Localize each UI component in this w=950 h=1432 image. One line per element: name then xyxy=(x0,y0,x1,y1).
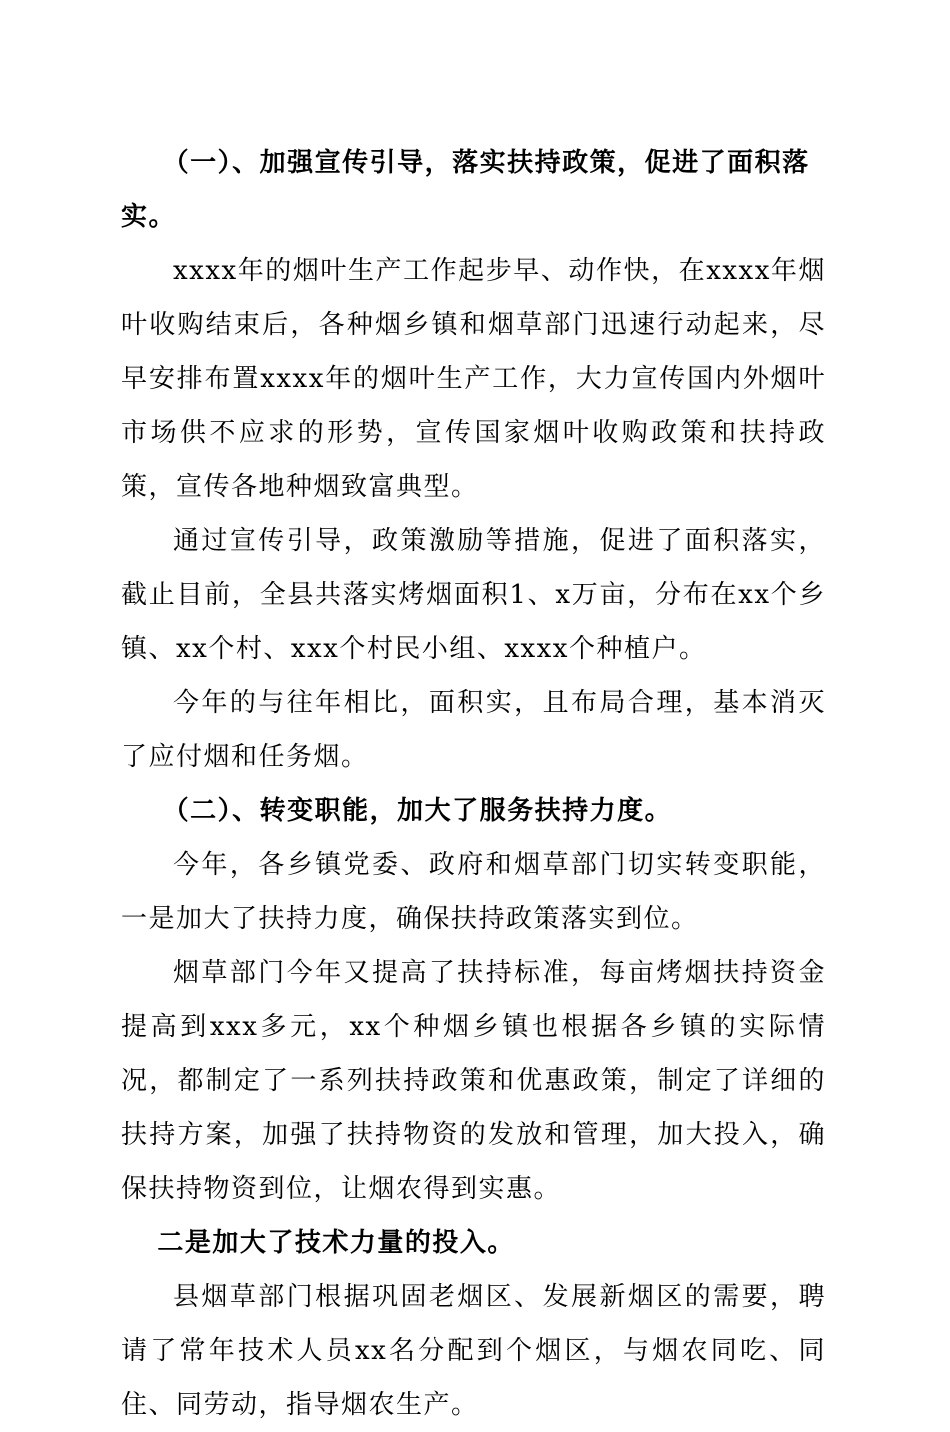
paragraph-5: 烟草部门今年又提高了扶持标准，每亩烤烟扶持资金提高到xxx多元，xx个种烟乡镇也根据各乡镇的实际情况，都制定了一系列扶持政策和优惠政策，制定了详细的扶持方案，加强了扶持物资的发放和管理，加大投入，确保扶持物资到位，让烟农得到实惠。 xyxy=(121,958,826,1204)
document-body xyxy=(121,136,826,1432)
section-heading-1: （一）、加强宣传引导，落实扶持政策，促进了面积落实。 xyxy=(121,148,810,232)
paragraph-1: xxxx年的烟叶生产工作起步早、动作快，在xxxx年烟叶收购结束后，各种烟乡镇和烟草部门迅速行动起来，尽早安排布置xxxx年的烟叶生产工作，大力宣传国内外烟叶市场供不应求的形势，宣传国家烟叶收购政策和扶持政策，宣传各地种烟致富典型。 xyxy=(121,256,826,502)
section-heading-2: （二）、转变职能，加大了服务扶持力度。 xyxy=(162,796,673,826)
paragraph-2: 通过宣传引导，政策激励等措施，促进了面积落实，截止目前，全县共落实烤烟面积1、x万亩，分布在xx个乡镇、xx个村、xxx个村民小组、xxxx个种植户。 xyxy=(121,526,826,664)
paragraph-6: 县烟草部门根据巩固老烟区、发展新烟区的需要，聘请了常年技术人员xx名分配到个烟区，与烟农同吃、同住、同劳动，指导烟农生产。 xyxy=(121,1282,826,1420)
paragraph-3: 今年的与往年相比，面积实，且布局合理，基本消灭了应付烟和任务烟。 xyxy=(121,688,826,772)
paragraph-4: 今年，各乡镇党委、政府和烟草部门切实转变职能，一是加大了扶持力度，确保扶持政策落实到位。 xyxy=(121,850,826,934)
section-heading-3: 二是加大了技术力量的投入。 xyxy=(157,1228,515,1258)
